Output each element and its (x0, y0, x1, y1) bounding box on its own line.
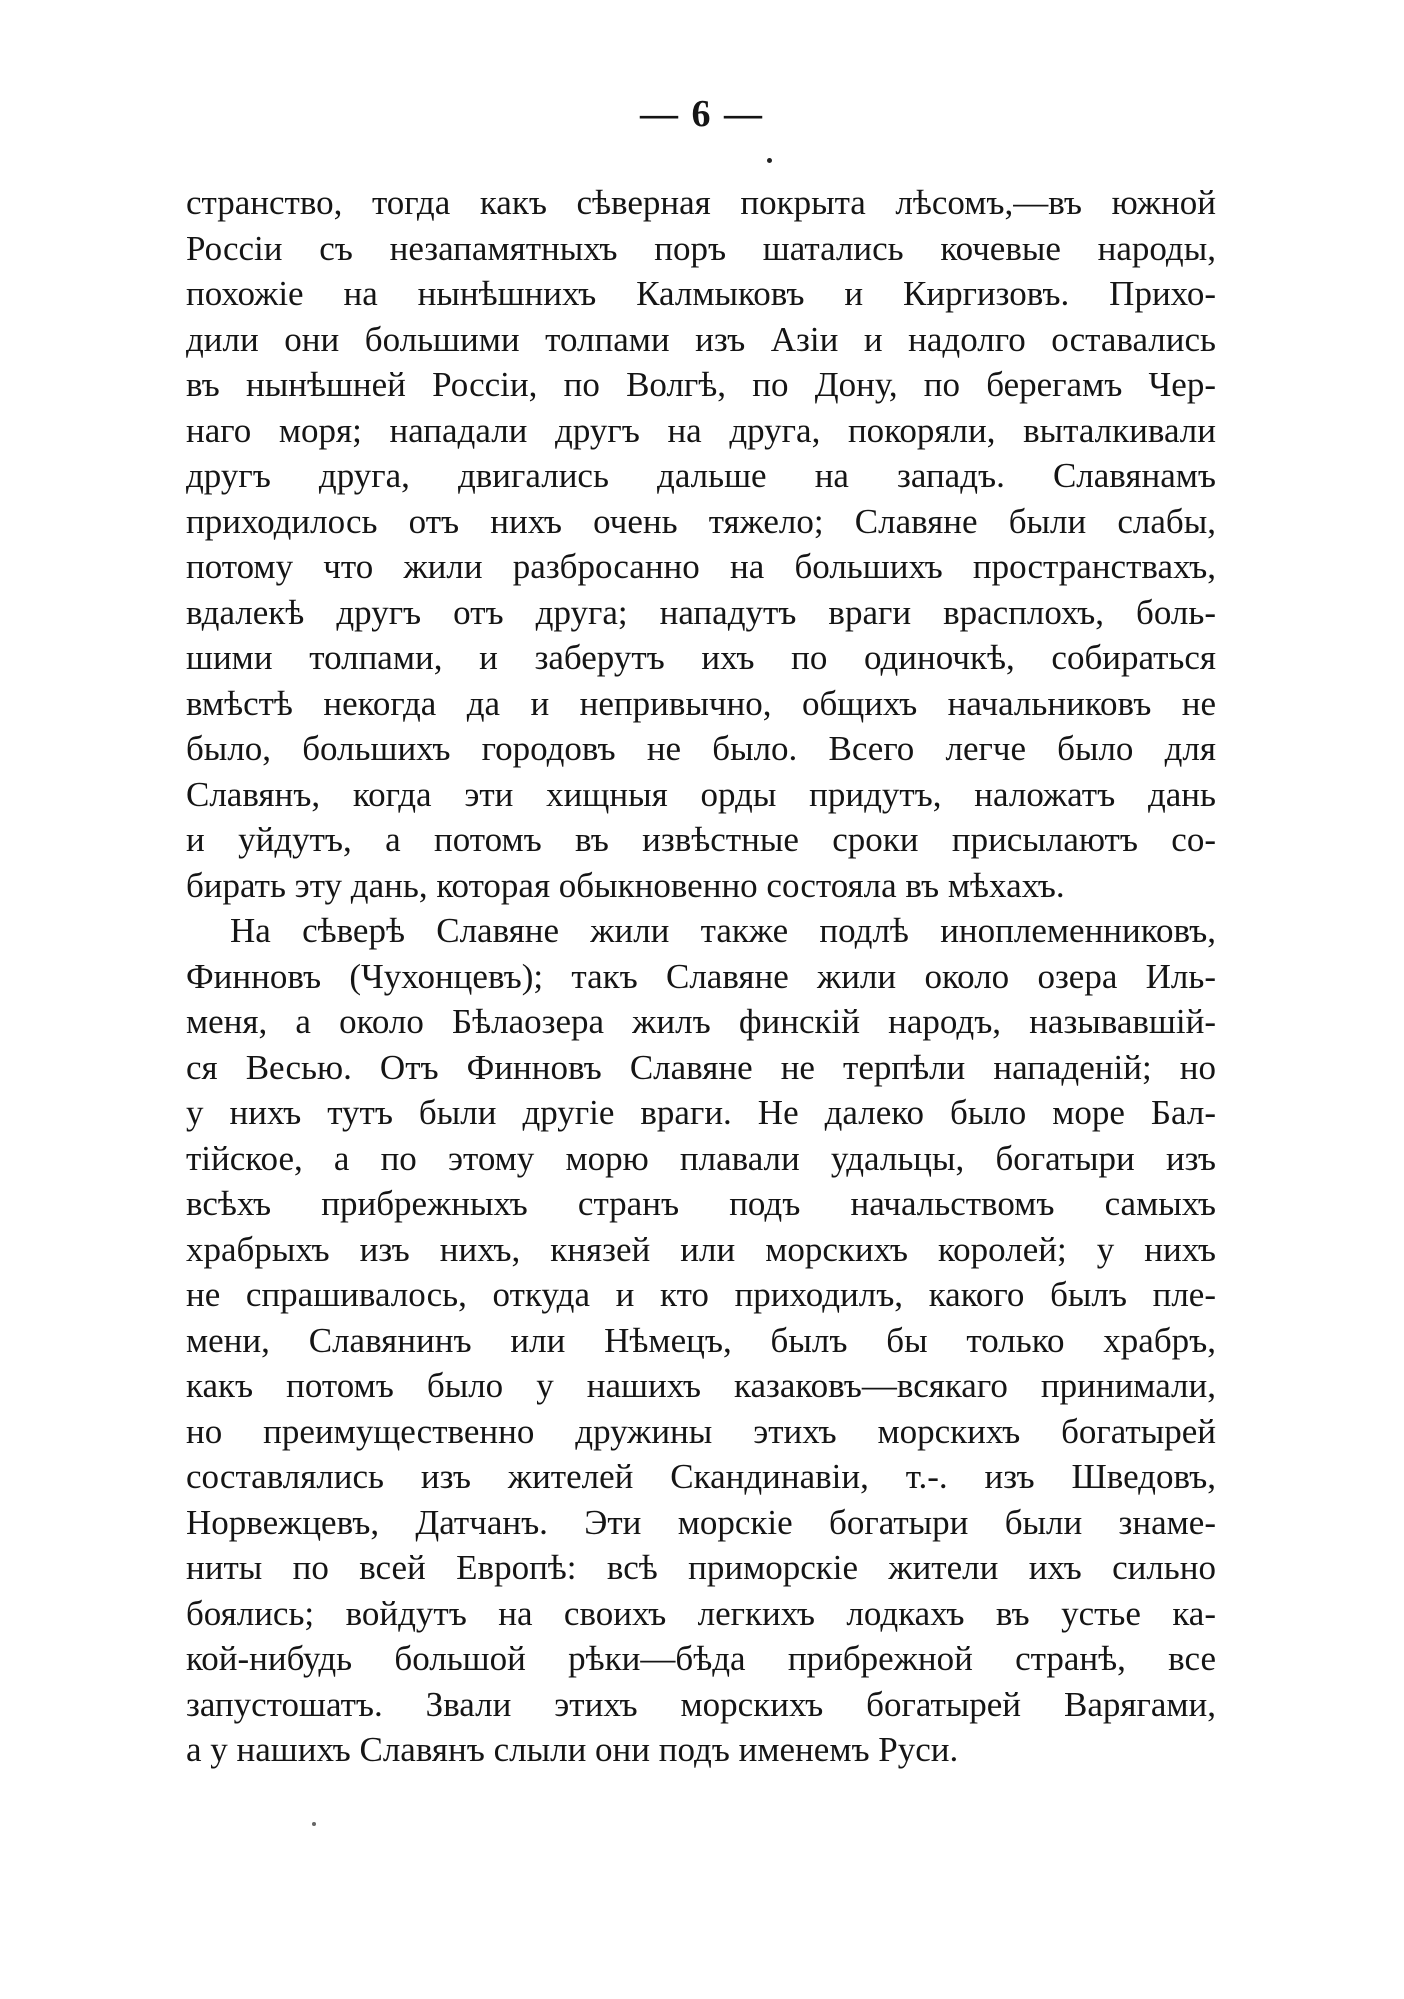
text-line: Финновъ (Чухонцевъ); такъ Славяне жили около озера Иль- (186, 956, 1216, 996)
print-speck (312, 1822, 316, 1826)
text-line: тійское, а по этому морю плавали удальцы, богатыри изъ (186, 1138, 1216, 1178)
text-line: другъ друга, двигались дальше на западъ. Славянамъ (186, 456, 1216, 495)
text-line: а у нашихъ Славянъ слыли они подъ именемъ Руси. (186, 1730, 959, 1769)
text-line: въ нынѣшней Россіи, по Волгѣ, по Дону, по берегамъ Чер- (186, 365, 1216, 404)
text-line: бирать эту дань, которая обыкновенно состояла въ мѣхахъ. (186, 865, 1065, 905)
text-line: но преимущественно дружины этихъ морскихъ богатырей (186, 1411, 1216, 1451)
text-line: составлялись изъ жителей Скандинавіи, т.-. изъ Шведовъ, (186, 1457, 1216, 1496)
text-line: вдалекѣ другъ отъ друга; нападутъ враги врасплохъ, боль- (186, 592, 1216, 632)
text-line: странство, тогда какъ сѣверная покрыта лѣсомъ,—въ южной (186, 183, 1216, 222)
text-line: ся Весью. Отъ Финновъ Славяне не терпѣли нападеній; но (186, 1047, 1216, 1087)
paragraph-2 (186, 908, 1216, 1773)
page-number: — 6 — (640, 93, 764, 135)
text-line: Норвежцевъ, Датчанъ. Эти морскіе богатыри были знаме- (186, 1502, 1216, 1542)
body-text (186, 180, 1216, 1773)
text-line: кой-нибудь большой рѣки—бѣда прибрежной странѣ, все (186, 1639, 1216, 1678)
text-line: Россіи съ незапамятныхъ поръ шатались кочевые народы, (186, 228, 1216, 268)
text-line: На сѣверѣ Славяне жили также подлѣ иноплеменниковъ, (230, 911, 1216, 950)
text-line: дили они большими толпами изъ Азіи и надолго оставались (186, 319, 1216, 359)
print-speck (767, 158, 772, 163)
text-line: потому что жили разбросанно на большихъ пространствахъ, (186, 547, 1216, 586)
text-line: наго моря; нападали другъ на друга, покоряли, выталкивали (186, 410, 1216, 450)
text-line: какъ потомъ было у нашихъ казаковъ—всякаго принимали, (186, 1366, 1216, 1405)
text-line: вмѣстѣ некогда да и непривычно, общихъ начальниковъ не (186, 683, 1216, 723)
text-line: боялись; войдутъ на своихъ легкихъ лодкахъ въ устье ка- (186, 1593, 1216, 1633)
text-line: приходилось отъ нихъ очень тяжело; Славяне были слабы, (186, 501, 1216, 541)
text-line: Славянъ, когда эти хищныя орды придутъ, наложатъ дань (186, 774, 1216, 814)
text-line: шими толпами, и заберутъ ихъ по одиночкѣ, собираться (186, 638, 1216, 677)
text-line: всѣхъ прибрежныхъ странъ подъ начальствомъ самыхъ (186, 1184, 1216, 1223)
text-line: у нихъ тутъ были другіе враги. Не далеко было море Бал- (186, 1093, 1216, 1132)
text-line: не спрашивалось, откуда и кто приходилъ, какого былъ пле- (186, 1275, 1216, 1314)
text-line: и уйдутъ, а потомъ въ извѣстные сроки присылаютъ со- (186, 820, 1216, 859)
paragraph-1 (186, 180, 1216, 908)
text-line: похожіе на нынѣшнихъ Калмыковъ и Киргизовъ. Прихо- (186, 274, 1216, 313)
text-line: запустошатъ. Звали этихъ морскихъ богатырей Варягами, (186, 1684, 1216, 1724)
text-line: мени, Славянинъ или Нѣмецъ, былъ бы только храбръ, (186, 1320, 1216, 1360)
text-line: храбрыхъ изъ нихъ, князей или морскихъ королей; у нихъ (186, 1229, 1216, 1269)
text-line: ниты по всей Европѣ: всѣ приморскіе жители ихъ сильно (186, 1548, 1216, 1587)
text-line: было, большихъ городовъ не было. Всего легче было для (186, 729, 1216, 768)
text-line: меня, а около Бѣлаозера жилъ финскій народъ, называвшій- (186, 1002, 1216, 1041)
